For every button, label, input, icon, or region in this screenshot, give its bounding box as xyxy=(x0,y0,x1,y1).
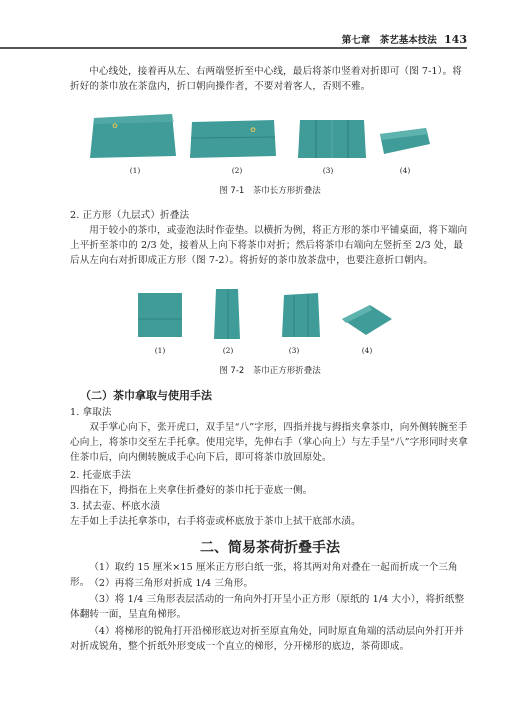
svg-text:✿: ✿ xyxy=(250,126,256,134)
fig1-label-4: (4) xyxy=(399,166,411,175)
page-header xyxy=(70,32,467,46)
svg-text:✿: ✿ xyxy=(112,122,118,130)
fig1-label-1: (1) xyxy=(129,166,141,175)
item-2-body: 四指在下，拇指在上夹拿住折叠好的茶巾托于壶底一侧。 xyxy=(70,485,313,496)
item-2-title: 2. 托壶底手法 xyxy=(70,470,131,481)
subsection-heading: （二）茶巾拿取与使用手法 xyxy=(80,389,212,402)
page-number: 143 xyxy=(444,33,467,46)
figure-7-1 xyxy=(70,112,470,172)
photo-towel-square-2 xyxy=(210,285,244,343)
item-1-body: 双手掌心向下，张开虎口，双手呈“八”字形，四指并拢与拇指夹拿茶巾，向外侧转腕至手心向上，将茶巾交至左手托拿。使用完毕，先伸右手（掌心向上）与左手呈“八”字形同时夹拿住茶巾后，向内侧转腕成手心向下后，即可将茶巾放回原处。 xyxy=(70,422,468,463)
section-heading: 二、简易茶荷折叠手法 xyxy=(200,540,340,556)
intro-paragraph: 中心线处，接着再从左、右两端竖折至中心线，最后将茶巾竖着对折即可（图 7-1）。将折好的茶巾放在茶盘内，折口朝向操作者，不要对着客人，否则不雅。 xyxy=(70,66,462,92)
step-2: （2）再将三角形对折成 1/4 三角形。 xyxy=(89,578,254,589)
running-head xyxy=(342,32,467,46)
fig1-label-2: (2) xyxy=(231,166,243,175)
item-1-title: 1. 拿取法 xyxy=(70,407,112,418)
figure-7-1-caption: 图 7-1 茶巾长方形折叠法 xyxy=(219,186,321,196)
step-1: （1）取约 15 厘米×15 厘米正方形白纸一张，将其两对角对叠在一起而折成一个三角形。 xyxy=(70,562,458,588)
photo-towel-rect-1 xyxy=(88,112,178,162)
photo-towel-square-1 xyxy=(134,289,186,341)
header-rule xyxy=(0,47,467,49)
section-2-title: 2. 正方形（九层式）折叠法 xyxy=(70,210,190,221)
figure-7-2-caption: 图 7-2 茶巾正方形折叠法 xyxy=(219,366,321,376)
item-3-title: 3. 拭去壶、杯底水渍 xyxy=(70,501,161,512)
chapter-title: 第七章 茶艺基本技法 xyxy=(341,35,437,46)
fig2-label-3: (3) xyxy=(288,346,300,355)
photo-towel-square-3 xyxy=(278,289,324,341)
photo-towel-rect-3 xyxy=(296,116,368,162)
photo-towel-square-4 xyxy=(340,301,394,339)
fig2-label-2: (2) xyxy=(222,346,234,355)
step-4: （4）将梯形的锐角打开沿梯形底边对折至原直角处，同时原直角端的活动层向外打开并对折成锐角，整个折纸外形变成一个直立的梯形，分开梯形的底边，茶荷即成。 xyxy=(70,626,464,652)
section-2-body: 用于较小的茶巾，或壶泡法时作壶垫。以横折为例，将正方形的茶巾平铺桌面，将下端向上平折至茶巾的 2/3 处，接着从上向下将茶巾对折；然后将茶巾右端向左竖折至 2/3 处，最后从左向右对折即成正方形（图 7-2）。将折好的茶巾放茶盘中，也要注意折口朝内。 xyxy=(70,225,468,266)
fig2-label-4: (4) xyxy=(361,346,373,355)
step-3: （3）将 1/4 三角形表层活动的一角向外打开呈小正方形（原纸的 1/4 大小），将折纸整体翻转一面，呈直角梯形。 xyxy=(70,594,465,620)
photo-towel-rect-4 xyxy=(376,124,432,158)
figure-7-2 xyxy=(70,285,470,345)
item-3-body: 左手如上手法托拿茶巾，右手将壶或杯底放于茶巾上拭干底部水渍。 xyxy=(70,516,361,527)
fig2-label-1: (1) xyxy=(154,346,166,355)
photo-towel-rect-2 xyxy=(188,116,278,162)
fig1-label-3: (3) xyxy=(322,166,334,175)
